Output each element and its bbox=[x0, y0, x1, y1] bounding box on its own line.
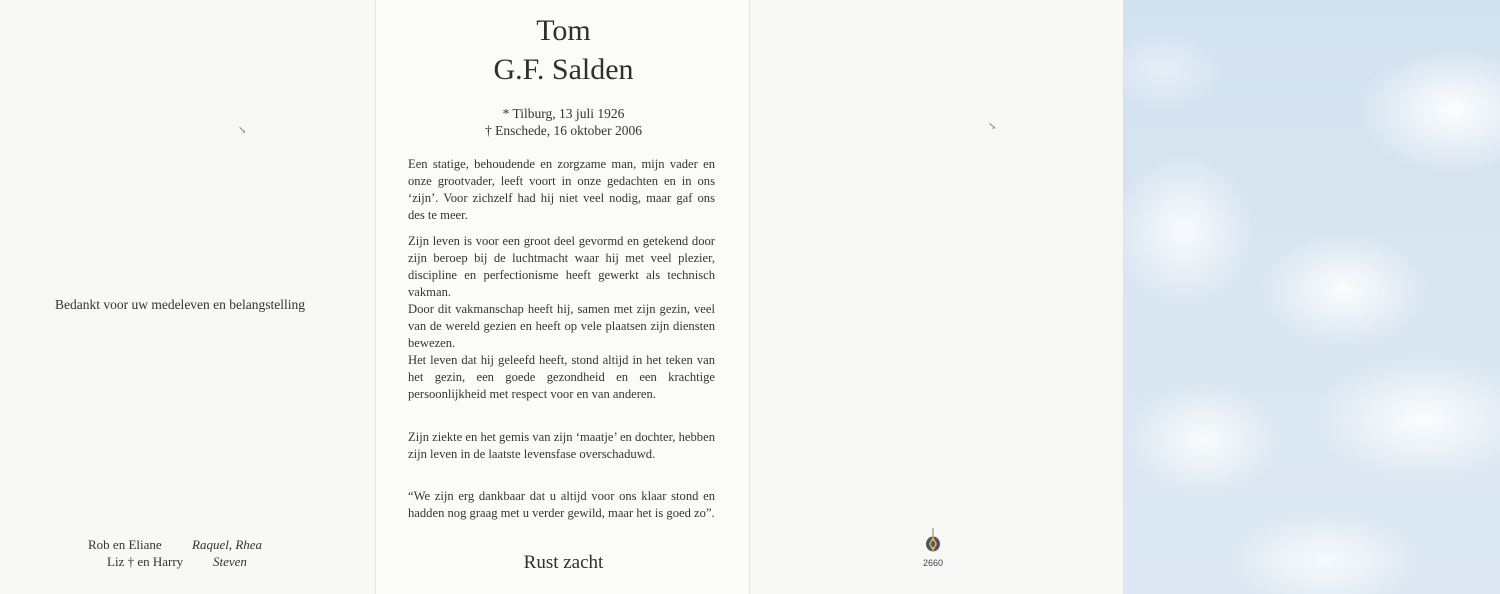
thanks-line: Bedankt voor uw medeleven en belangstelling bbox=[54, 297, 306, 312]
paper-speck: ↘ bbox=[238, 125, 247, 136]
birth-line: * Tilburg, 13 juli 1926 bbox=[502, 106, 625, 121]
memorial-paragraph: Zijn leven is voor een groot deel gevormd en getekend door zijn beroep bij de luchtmacht waar hij met veel plezier, discipline en perfectionisme heeft gewerkt als technisch vakman. bbox=[408, 234, 715, 299]
memorial-paragraph: Een statige, behoudende en zorgzame man, mijn vader en onze grootvader, leeft voort in onze gedachten en in ons ‘zijn’. Voor zichzelf had hij niet veel nodig, maar gaf ons des te meer. bbox=[408, 157, 715, 222]
family-liz-harry: Liz † en Harry bbox=[107, 554, 184, 569]
closing-line: Rust zacht bbox=[523, 552, 604, 573]
inner-panel bbox=[751, 0, 1124, 594]
memorial-paragraph: “We zijn erg dankbaar dat u altijd voor ons klaar stond en hadden nog graag met u verder gewild, maar het is goed zo”. bbox=[408, 489, 715, 520]
printer-logo-icon bbox=[923, 527, 943, 553]
family-steven: Steven bbox=[213, 554, 247, 569]
death-line: † Enschede, 16 oktober 2006 bbox=[484, 123, 643, 138]
family-raquel-rhea: Raquel, Rhea bbox=[192, 537, 263, 552]
family-rob-eliane: Rob en Eliane bbox=[88, 537, 162, 552]
deceased-first-name: Tom bbox=[536, 14, 591, 47]
printer-number: 2660 bbox=[922, 558, 944, 568]
front-panel bbox=[375, 0, 750, 594]
sky-image-panel bbox=[1124, 0, 1500, 594]
memorial-paragraph: Door dit vakmanschap heeft hij, samen met zijn gezin, veel van de wereld gezien en heeft op vele plaatsen zijn diensten bewezen. bbox=[408, 302, 715, 350]
deceased-last-name: G.F. Salden bbox=[493, 53, 634, 86]
memorial-paragraph: Het leven dat hij geleefd heeft, stond altijd in het teken van het gezin, een goede gezondheid en een krachtige persoonlijkheid met respect voor en van anderen. bbox=[408, 353, 715, 401]
memorial-paragraph: Zijn ziekte en het gemis van zijn ‘maatje’ en dochter, hebben zijn leven in de laatste levensfase overschaduwd. bbox=[408, 430, 715, 461]
back-panel bbox=[0, 0, 375, 594]
paper-speck: ↘ bbox=[988, 121, 997, 132]
